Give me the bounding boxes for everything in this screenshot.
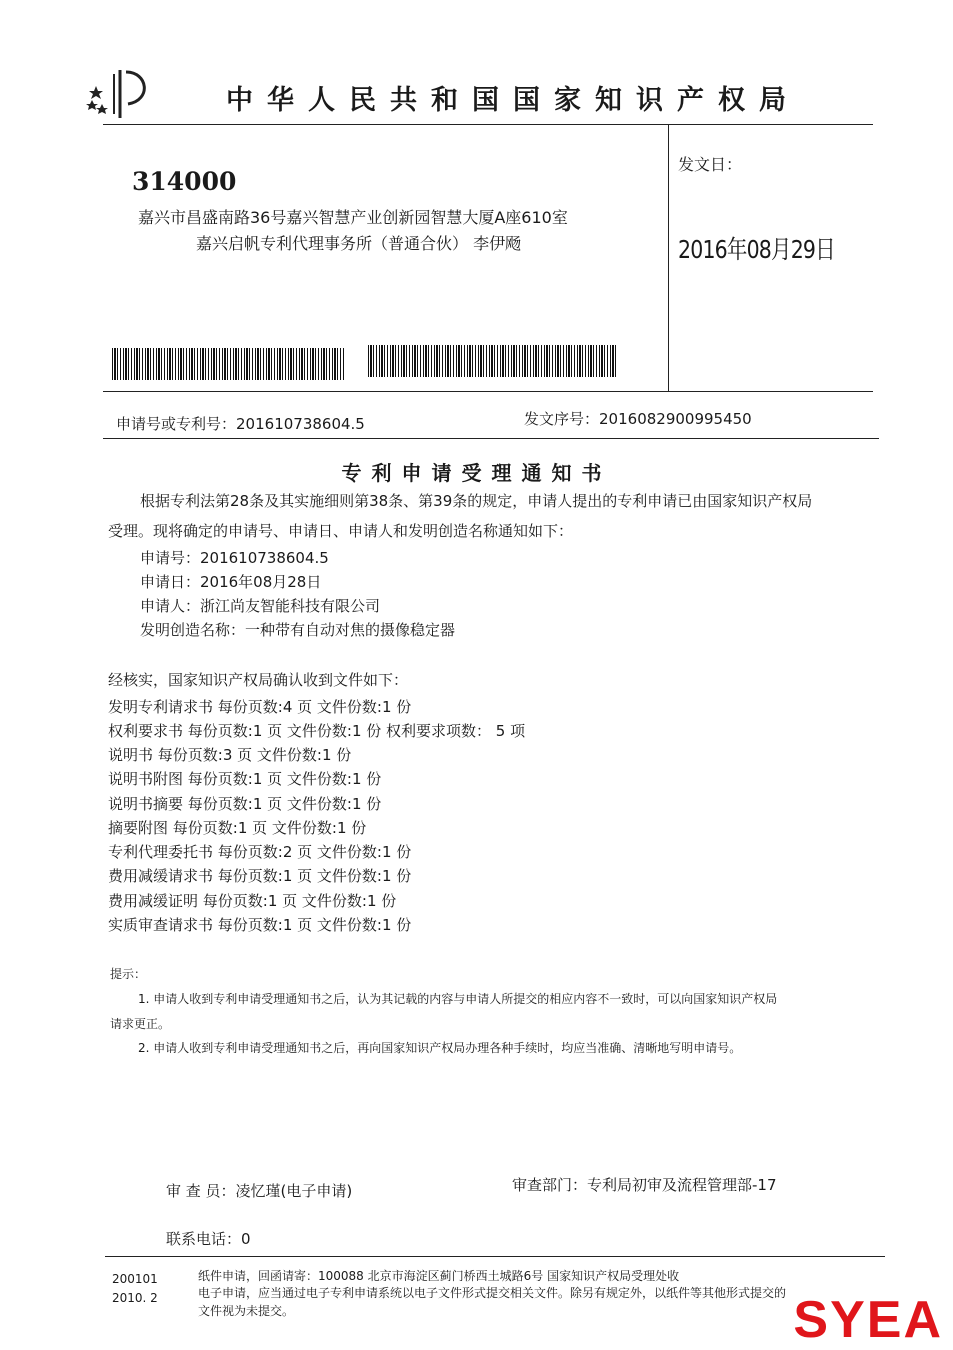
brand-watermark: SYEA [793,1291,943,1349]
footer-line-3: 文件视为未提交。 [198,1304,295,1318]
application-number-row [116,413,365,434]
tips-label: 提示： [110,967,147,981]
date-label: 发文日： [678,155,743,174]
date-value: 2016年08月29日 [678,235,835,264]
org-name: 中华人民共和国国家知识产权局 [226,85,800,116]
list-item: 说明书附图 每份页数:1 页 文件份数:1 份 [108,770,382,788]
meta-rule-top [103,391,873,392]
header-rule [103,124,873,125]
list-item: 费用减缓证明 每份页数:1 页 文件份数:1 份 [108,892,397,910]
agent: 嘉兴启帆专利代理事务所（普通合伙） 李伊飏 [196,234,522,253]
field-filing-date: 申请日：2016年08月28日 [140,573,322,591]
list-item: 实质审查请求书 每份页数:1 页 文件份数:1 份 [108,916,412,934]
application-number-label: 申请号或专利号： [116,415,237,433]
department: 审查部门：专利局初审及流程管理部-17 [512,1176,777,1194]
sipo-emblem-icon [86,64,158,122]
serial-number: 2016082900995450 [599,410,752,428]
footer-line-1: 纸件申请，回函请寄：100088 北京市海淀区蓟门桥西土城路6号 国家知识产权局受理处收 [198,1269,680,1283]
tip-2: 2. 申请人收到专利申请受理通知书之后，再向国家知识产权局办理各种手续时，均应当准确、清晰地写明申请号。 [138,1041,742,1055]
tip-1: 1. 申请人收到专利申请受理通知书之后，认为其记载的内容与申请人所提交的相应内容不一致时，可以向国家知识产权局 [138,992,778,1006]
barcode-right [368,345,618,377]
field-application-number: 申请号：201610738604.5 [140,549,329,567]
notice-paragraph-2: 受理。现将确定的申请号、申请日、申请人和发明创造名称通知如下： [108,522,574,540]
examiner: 审 查 员：凌忆瑾(电子申请) [166,1182,353,1200]
application-number: 201610738604.5 [236,415,365,433]
field-invention-title: 发明创造名称：一种带有自动对焦的摄像稳定器 [140,621,456,639]
serial-label: 发文序号： [524,410,600,428]
barcode-left [112,348,344,380]
meta-rule-bottom [103,438,879,439]
phone: 联系电话：0 [166,1230,251,1248]
address: 嘉兴市昌盛南路36号嘉兴智慧产业创新园智慧大厦A座610室 [138,208,568,227]
list-item: 费用减缓请求书 每份页数:1 页 文件份数:1 份 [108,867,412,885]
list-item: 专利代理委托书 每份页数:2 页 文件份数:1 份 [108,843,412,861]
verify-intro: 经核实，国家知识产权局确认收到文件如下： [108,671,409,689]
form-code: 200101 [112,1272,158,1286]
list-item: 说明书 每份页数:3 页 文件份数:1 份 [108,746,352,764]
list-item: 摘要附图 每份页数:1 页 文件份数:1 份 [108,819,367,837]
notice-title: 专利申请受理通知书 [341,461,612,485]
list-item: 权利要求书 每份页数:1 页 文件份数:1 份 权利要求项数： 5 项 [108,722,526,740]
postcode: 314000 [132,167,237,196]
serial-number-row [524,408,752,429]
footer-rule [105,1256,885,1257]
form-version: 2010. 2 [112,1291,158,1305]
list-item: 说明书摘要 每份页数:1 页 文件份数:1 份 [108,795,382,813]
notice-paragraph-1: 根据专利法第28条及其实施细则第38条、第39条的规定，申请人提出的专利申请已由国家知识产权局 [140,492,813,510]
tip-1-cont: 请求更正。 [110,1017,171,1031]
list-item: 发明专利请求书 每份页数:4 页 文件份数:1 份 [108,698,412,716]
date-divider [668,124,669,392]
footer-line-2: 电子申请，应当通过电子专利申请系统以电子文件形式提交相关文件。除另有规定外，以纸件等其他形式提交的 [198,1286,787,1300]
field-applicant: 申请人：浙江尚友智能科技有限公司 [140,597,381,615]
